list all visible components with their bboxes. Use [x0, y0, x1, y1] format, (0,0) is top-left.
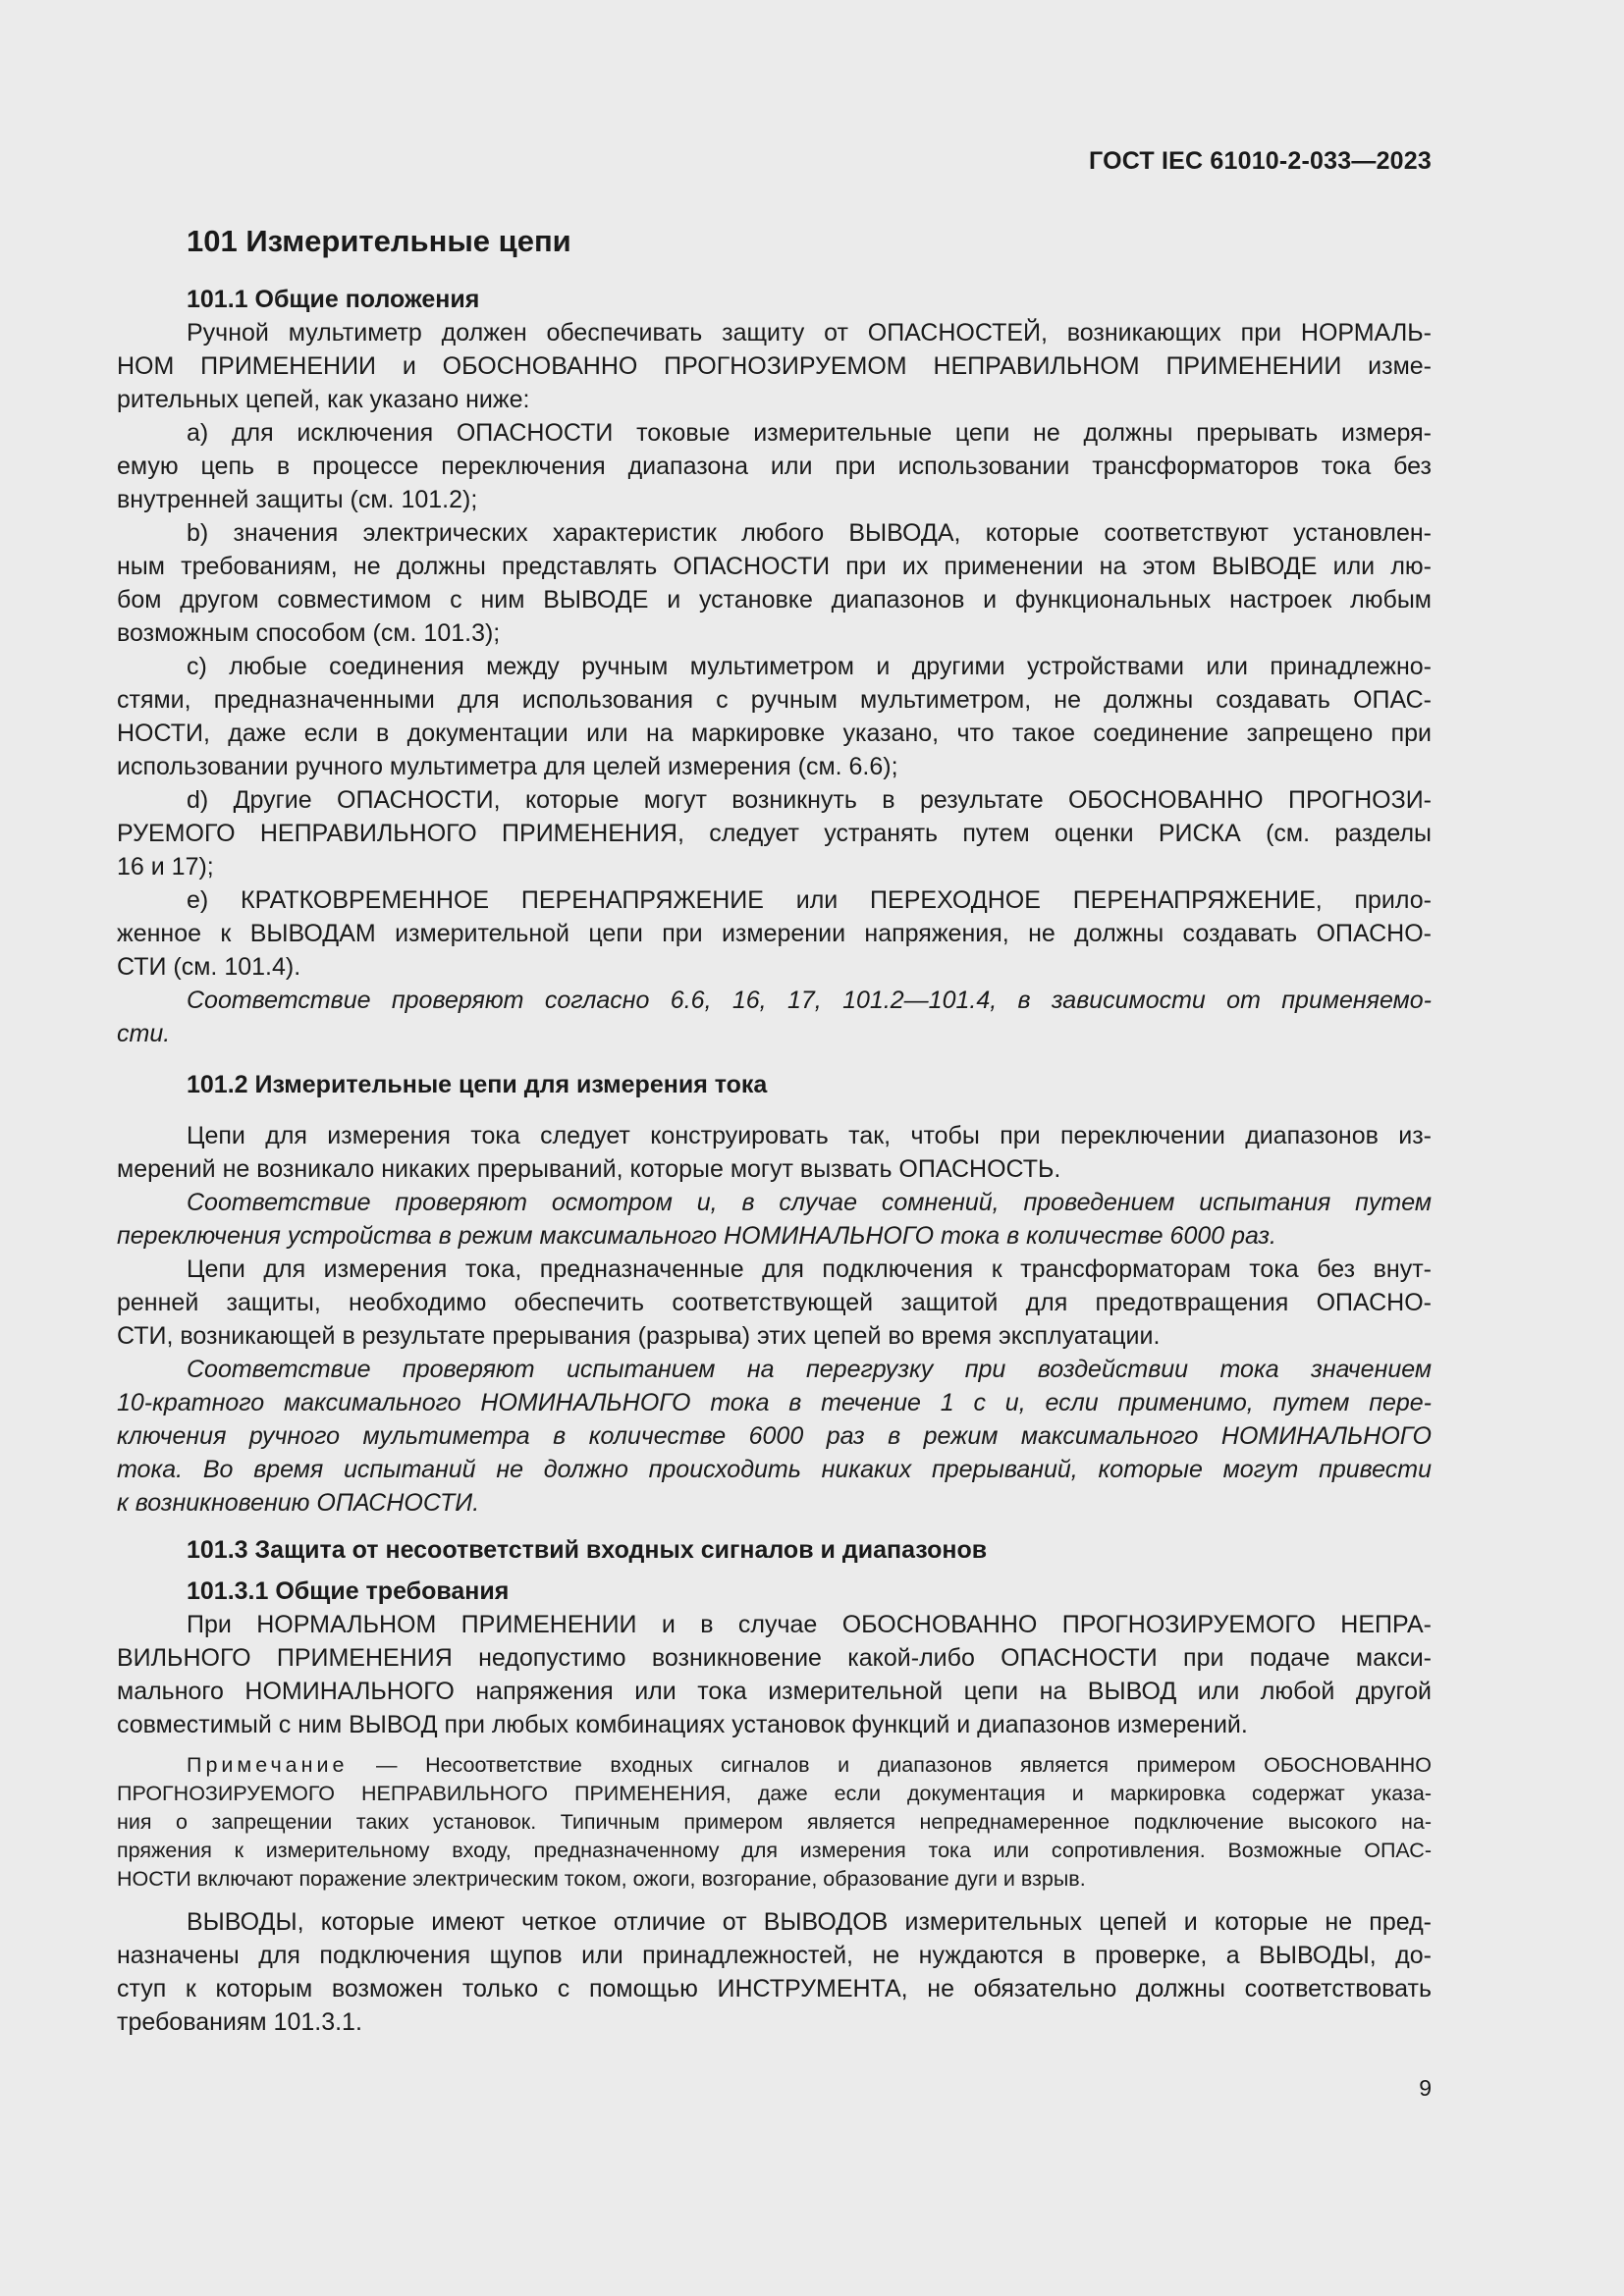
- list-item-a: a) для исключения ОПАСНОСТИ токовые измерительные цепи не должны прерывать измеря-: [187, 419, 1432, 447]
- text-line: требованиям 101.3.1.: [117, 2008, 362, 2036]
- text-line: НОМ ПРИМЕНЕНИИ и ОБОСНОВАННО ПРОГНОЗИРУЕМОМ НЕПРАВИЛЬНОМ ПРИМЕНЕНИИ изме-: [117, 352, 1432, 380]
- text-line: ВИЛЬНОГО ПРИМЕНЕНИЯ недопустимо возникновение какой-либо ОПАСНОСТИ при подаче макси-: [117, 1644, 1432, 1672]
- text-line: ступ к которым возможен только с помощью ИНСТРУМЕНТА, не обязательно должны соответствовать: [117, 1975, 1432, 2002]
- compliance-line: сти.: [117, 1020, 171, 1047]
- text-line: бом другом совместимом с ним ВЫВОДЕ и установке диапазонов и функциональных настроек любым: [117, 586, 1432, 614]
- list-item-b: b) значения электрических характеристик любого ВЫВОДА, которые соответствуют установлен-: [187, 519, 1432, 547]
- note-line: пряжения к измерительному входу, предназначенному для измерения тока или сопротивления. Возможные ОПАС-: [117, 1839, 1432, 1862]
- compliance-line: 10-кратного максимального НОМИНАЛЬНОГО тока в течение 1 с и, если применимо, путем пере-: [117, 1389, 1432, 1416]
- subsection-heading: 101.2 Измерительные цепи для измерения тока: [187, 1071, 768, 1098]
- list-item-e: e) КРАТКОВРЕМЕННОЕ ПЕРЕНАПРЯЖЕНИЕ или ПЕРЕХОДНОЕ ПЕРЕНАПРЯЖЕНИЕ, прило-: [187, 886, 1432, 914]
- compliance-line: Соответствие проверяют осмотром и, в случае сомнений, проведением испытания путем: [187, 1189, 1432, 1216]
- text-line: При НОРМАЛЬНОМ ПРИМЕНЕНИИ и в случае ОБОСНОВАННО ПРОГНОЗИРУЕМОГО НЕПРА-: [187, 1611, 1432, 1638]
- subsection-heading: 101.3 Защита от несоответствий входных сигналов и диапазонов: [187, 1536, 988, 1564]
- text-line: НОСТИ, даже если в документации или на маркировке указано, что такое соединение запрещено при: [117, 720, 1432, 747]
- note-line: [117, 1751, 1432, 1780]
- subsection-101-1: [117, 283, 1432, 1050]
- text-line: Цепи для измерения тока следует конструировать так, чтобы при переключении диапазонов из-: [187, 1122, 1432, 1149]
- compliance-line: переключения устройства в режим максимального НОМИНАЛЬНОГО тока в количестве 6000 раз.: [117, 1222, 1276, 1250]
- final-paragraph: [117, 1905, 1432, 2039]
- list-item-d: d) Другие ОПАСНОСТИ, которые могут возникнуть в результате ОБОСНОВАННО ПРОГНОЗИ-: [187, 786, 1432, 814]
- text-line: возможным способом (см. 101.3);: [117, 619, 501, 647]
- text-line: использовании ручного мультиметра для целей измерения (см. 6.6);: [117, 753, 898, 780]
- compliance-line: ключения ручного мультиметра в количестве 6000 раз в режим максимального НОМИНАЛЬНОГО: [117, 1422, 1432, 1450]
- note-line: НОСТИ включают поражение электрическим током, ожоги, возгорание, образование дуги и взрыв.: [117, 1867, 1086, 1891]
- text-line: женное к ВЫВОДАМ измерительной цепи при измерении напряжения, не должны создавать ОПАСНО-: [117, 920, 1432, 947]
- text-line: стями, предназначенными для использования с ручным мультиметром, не должны создавать ОПАС-: [117, 686, 1432, 714]
- subsection-heading: 101.1 Общие положения: [187, 286, 480, 313]
- text-line: мального НОМИНАЛЬНОГО напряжения или тока измерительной цепи на ВЫВОД или любой другой: [117, 1678, 1432, 1705]
- subsection-101-3: [117, 1533, 1432, 2039]
- note: [117, 1751, 1432, 1894]
- text-line: ВЫВОДЫ, которые имеют четкое отличие от ВЫВОДОВ измерительных цепей и которые не пред-: [187, 1908, 1432, 1936]
- document-header: ГОСТ IEC 61010-2-033—2023: [1089, 147, 1432, 175]
- text-line: РУЕМОГО НЕПРАВИЛЬНОГО ПРИМЕНЕНИЯ, следует устранять путем оценки РИСКА (см. разделы: [117, 820, 1432, 847]
- text-line: рительных цепей, как указано ниже:: [117, 386, 530, 413]
- note-prefix: Примечание: [187, 1753, 349, 1777]
- page-number: 9: [1419, 2075, 1432, 2101]
- compliance-line: Соответствие проверяют согласно 6.6, 16, 17, 101.2—101.4, в зависимости от применяемо-: [187, 987, 1432, 1014]
- text-line: ным требованиям, не должны представлять ОПАСНОСТИ при их применении на этом ВЫВОДЕ или лю-: [117, 553, 1432, 580]
- compliance-line: к возникновению ОПАСНОСТИ.: [117, 1489, 480, 1517]
- text-line: СТИ (см. 101.4).: [117, 953, 301, 981]
- compliance-line: тока. Во время испытаний не должно происходить никаких прерываний, которые могут привести: [117, 1456, 1432, 1483]
- text-line: назначены для подключения щупов или принадлежностей, не нуждаются в проверке, а ВЫВОДЫ, до-: [117, 1942, 1432, 1969]
- section-title: 101 Измерительные цепи: [187, 224, 571, 258]
- compliance-line: Соответствие проверяют испытанием на перегрузку при воздействии тока значением: [187, 1356, 1432, 1383]
- text-line: 16 и 17);: [117, 853, 214, 881]
- subsubsection-heading: 101.3.1 Общие требования: [187, 1577, 510, 1605]
- text-line: СТИ, возникающей в результате прерывания (разрыва) этих цепей во время эксплуатации.: [117, 1322, 1161, 1350]
- text-line: внутренней защиты (см. 101.2);: [117, 486, 478, 513]
- note-line: ния о запрещении таких установок. Типичным примером является непреднамеренное подключение высокого на-: [117, 1810, 1432, 1834]
- list-item-c: c) любые соединения между ручным мультиметром и другими устройствами или принадлежно-: [187, 653, 1432, 680]
- note-text: — Несоответствие входных сигналов и диапазонов является примером ОБОСНОВАННО: [348, 1753, 1432, 1777]
- note-line: ПРОГНОЗИРУЕМОГО НЕПРАВИЛЬНОГО ПРИМЕНЕНИЯ, даже если документация и маркировка содержат указа-: [117, 1782, 1432, 1805]
- text-line: мерений не возникало никаких прерываний, которые могут вызвать ОПАСНОСТЬ.: [117, 1155, 1061, 1183]
- text-line: емую цепь в процессе переключения диапазона или при использовании трансформаторов тока без: [117, 453, 1432, 480]
- text-line: Ручной мультиметр должен обеспечивать защиту от ОПАСНОСТЕЙ, возникающих при НОРМАЛЬ-: [187, 319, 1432, 347]
- text-line: Цепи для измерения тока, предназначенные для подключения к трансформаторам тока без внут-: [187, 1255, 1432, 1283]
- subsection-101-2: [117, 1068, 1432, 1520]
- text-line: ренней защиты, необходимо обеспечить соответствующей защитой для предотвращения ОПАСНО-: [117, 1289, 1432, 1316]
- text-line: совместимый с ним ВЫВОД при любых комбинациях установок функций и диапазонов измерений.: [117, 1711, 1248, 1738]
